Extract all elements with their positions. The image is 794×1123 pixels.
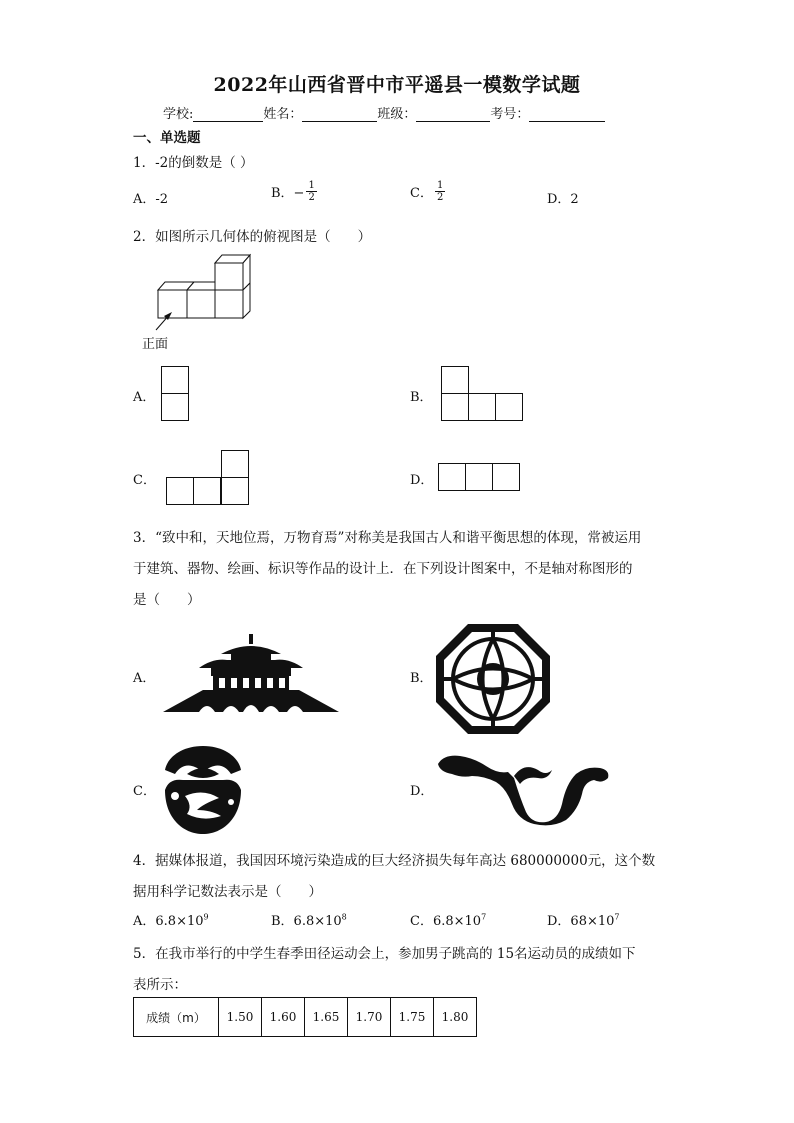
q4-d-exponent: 7 (614, 912, 620, 922)
q2-option-d-label: D． (410, 473, 434, 488)
class-label: 班级： (377, 107, 417, 122)
cube-front-3 (215, 290, 243, 318)
q3-option-d-label: D． (410, 784, 434, 799)
q1-option-c-prefix: C． (410, 186, 433, 201)
school-label: 学校: (163, 107, 194, 122)
q2-stem: 2．如图所示几何体的俯视图是（ ） (133, 229, 372, 245)
q3-line-2: 于建筑、器物、绘画、标识等作品的设计上．在下列设计图案中，不是轴对称图形的 (133, 561, 633, 577)
cube-front-4 (215, 263, 243, 290)
q4-c-exponent: 7 (481, 912, 487, 922)
q1-option-c-fraction (435, 180, 445, 203)
q4-option-a (133, 910, 209, 929)
q1-option-b-prefix: B．− (271, 186, 305, 201)
q1-option-c (410, 180, 445, 203)
q1-b-denominator: 2 (308, 192, 315, 203)
q4-option-b (271, 910, 347, 929)
q5-line-1: 5．在我市举行的中学生春季田径运动会上，参加男子跳高的 15名运动员的成绩如下 (133, 946, 636, 962)
q4-d-base: D．68×10 (547, 914, 615, 929)
section-heading: 一、单选题 (133, 130, 201, 146)
table-cell: 1.70 (348, 998, 391, 1037)
q4-a-exponent: 9 (203, 912, 209, 922)
page-title: 2022年山西省晋中市平遥县一模数学试题 (213, 74, 581, 96)
q3-option-b-label: B． (410, 671, 433, 686)
q3-option-a-pavilion-image (163, 632, 339, 714)
q1-stem: 1．-2的倒数是（ ） (133, 155, 254, 171)
q4-b-exponent: 8 (341, 912, 347, 922)
class-blank[interactable] (416, 109, 490, 122)
cube-front-2 (187, 290, 215, 318)
student-info-line (163, 103, 605, 122)
cube-front-1 (158, 290, 187, 318)
q3-option-d-ink-wave-image (434, 750, 612, 826)
table-cell: 1.75 (391, 998, 434, 1037)
cube-side-lower (243, 283, 250, 318)
q3-option-c-label: C． (133, 784, 156, 799)
table-header-cell: 成绩（m） (134, 998, 219, 1037)
q4-option-c (410, 910, 486, 929)
number-blank[interactable] (529, 109, 605, 122)
school-blank[interactable] (193, 109, 263, 122)
name-blank[interactable] (302, 109, 377, 122)
table-cell: 1.80 (434, 998, 477, 1037)
q1-c-numerator: 1 (436, 180, 444, 191)
front-label: 正面 (142, 337, 169, 352)
q5-line-2: 表所示： (133, 977, 187, 993)
q3-option-b-octagon-window-image (434, 622, 552, 736)
q1-option-d: D．2 (547, 192, 579, 207)
q4-option-d (547, 910, 620, 929)
q3-line-1: 3．“致中和，天地位焉，万物育焉”对称美是我国古人和谐平衡思想的体现，常被运用 (133, 530, 642, 546)
q3-option-a-label: A． (133, 671, 156, 686)
table-cell: 1.50 (219, 998, 262, 1037)
q3-line-3: 是（ ） (133, 592, 201, 608)
q4-c-base: C．6.8×10 (410, 914, 482, 929)
q1-c-denominator: 2 (436, 192, 444, 203)
q4-line-2: 据用科学记数法表示是（ ） (133, 884, 322, 900)
q4-a-base: A．6.8×10 (133, 914, 204, 929)
q3-option-c-round-emblem-image (163, 744, 243, 836)
q1-option-b (271, 180, 317, 203)
q4-line-1: 4．据媒体报道，我国因环境污染造成的巨大经济损失每年高达 680000000元，这个数 (133, 853, 656, 869)
table-row (134, 998, 477, 1037)
q4-b-base: B．6.8×10 (271, 914, 342, 929)
q2-option-b-label: B． (410, 390, 433, 405)
q2-option-c-label: C． (133, 473, 156, 488)
name-label: 姓名： (263, 107, 303, 122)
q1-b-numerator: 1 (308, 180, 315, 191)
score-table (133, 997, 477, 1037)
q1-option-b-fraction (306, 180, 316, 203)
q2-option-a-label: A． (133, 390, 156, 405)
number-label: 考号： (490, 107, 530, 122)
table-cell: 1.60 (262, 998, 305, 1037)
table-cell: 1.65 (305, 998, 348, 1037)
q1-option-a: A．-2 (133, 192, 169, 207)
